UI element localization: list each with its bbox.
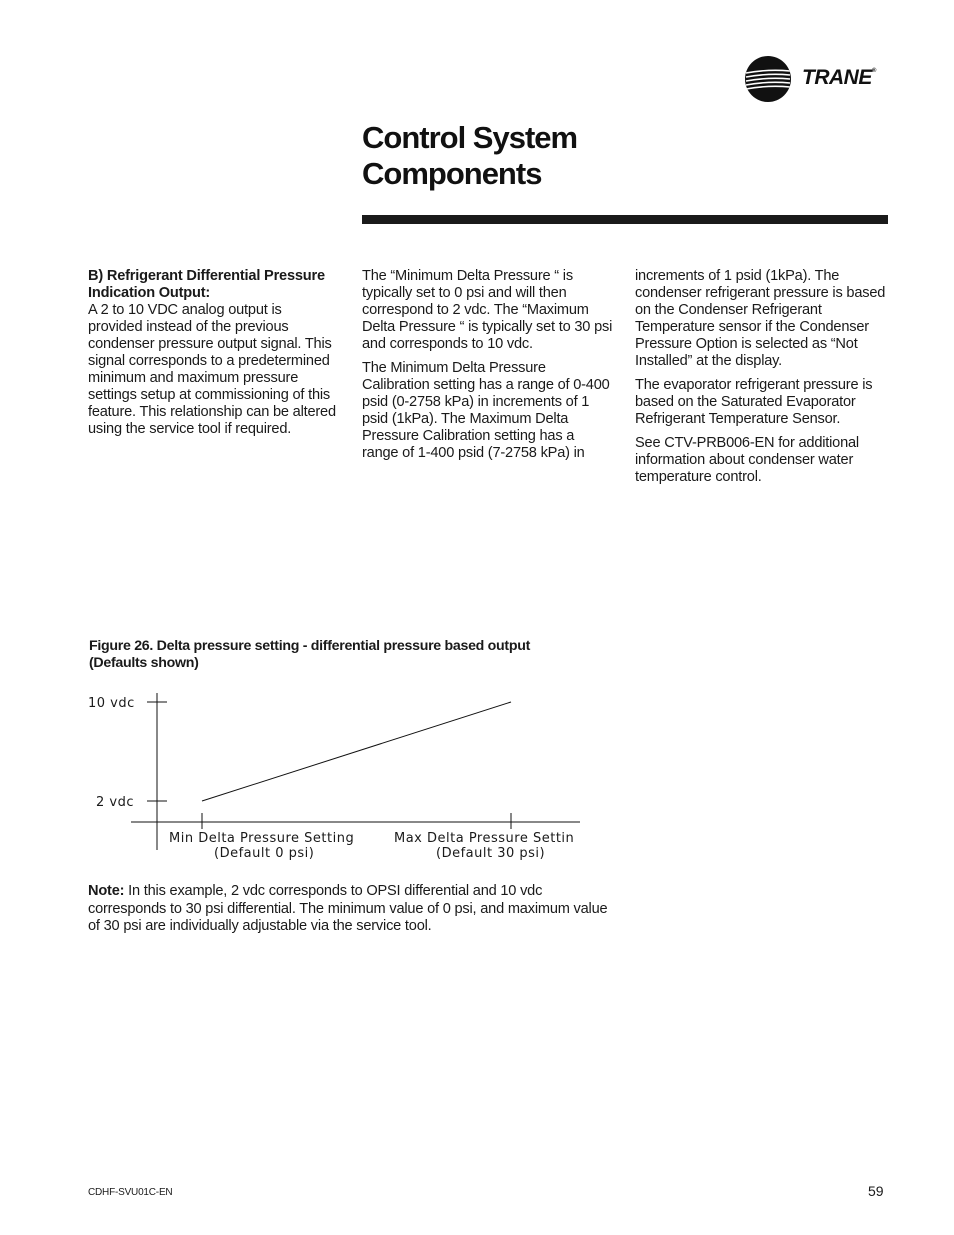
document-id: CDHF-SVU01C-EN xyxy=(88,1187,173,1198)
trane-circle-icon xyxy=(744,55,794,105)
x-label-max-line2: (Default 30 psi) xyxy=(436,846,546,861)
text-column-1 xyxy=(88,268,338,438)
title-line-1: Control System xyxy=(362,120,578,155)
note-paragraph xyxy=(88,883,608,936)
x-label-min-line2: (Default 0 psi) xyxy=(214,846,315,861)
section-heading: B) Refrigerant Differential Pressure Indication Output: xyxy=(88,268,325,301)
trane-logo xyxy=(744,55,894,105)
figure-caption: Figure 26. Delta pressure setting - differential pressure based output (Defaults shown) xyxy=(89,638,530,671)
paragraph: The Minimum Delta Pressure Calibration setting has a range of 0-400 psid (0-2758 kPa) in increments of 1 psid (1kPa). The Maximum Delta Pressure Calibration setting has a range of 1-400 psid (7-2758 kPa) in xyxy=(362,360,610,461)
y-label-10vdc: 10 vdc xyxy=(88,696,135,711)
paragraph: The evaporator refrigerant pressure is based on the Saturated Evaporator Refrigerant Temperature Sensor. xyxy=(635,377,873,427)
delta-pressure-chart xyxy=(80,688,590,868)
y-label-2vdc: 2 vdc xyxy=(96,795,134,810)
x-label-min-line1: Min Delta Pressure Setting xyxy=(169,831,355,846)
paragraph: increments of 1 psid (1kPa). The condenser refrigerant pressure is based on the Condenser Refrigerant Temperature sensor if the Condenser Pressure Option is selected as “Not Installed” at the display. xyxy=(635,268,886,369)
text-column-3 xyxy=(635,268,887,493)
section-body: A 2 to 10 VDC analog output is provided instead of the previous condenser pressure output signal. This signal corresponds to a predetermined minimum and maximum pressure settings setup at commissioning of this feature. This relationship can be altered using the service tool if required. xyxy=(88,302,336,437)
text-column-2 xyxy=(362,268,614,469)
brand-wordmark: TRANE® xyxy=(802,66,876,89)
paragraph: See CTV-PRB006-EN for additional information about condenser water temperature control. xyxy=(635,435,859,485)
output-line xyxy=(202,702,511,801)
title-rule xyxy=(362,215,888,224)
page-number: 59 xyxy=(868,1183,884,1199)
title-line-2: Components xyxy=(362,156,542,191)
x-label-max-line1: Max Delta Pressure Settin xyxy=(394,831,575,846)
note-text: In this example, 2 vdc corresponds to OPSI differential and 10 vdc corresponds to 30 psi differential. The minimum value of 0 psi, and maximum value of 30 psi are individually adjustable via the service tool. xyxy=(88,883,608,934)
note-label: Note: xyxy=(88,883,125,899)
page-title xyxy=(362,120,577,192)
paragraph: The “Minimum Delta Pressure “ is typically set to 0 psi and will then correspond to 2 vdc. The “Maximum Delta Pressure “ is typically set to 30 psi and corresponds to 10 vdc. xyxy=(362,268,613,352)
